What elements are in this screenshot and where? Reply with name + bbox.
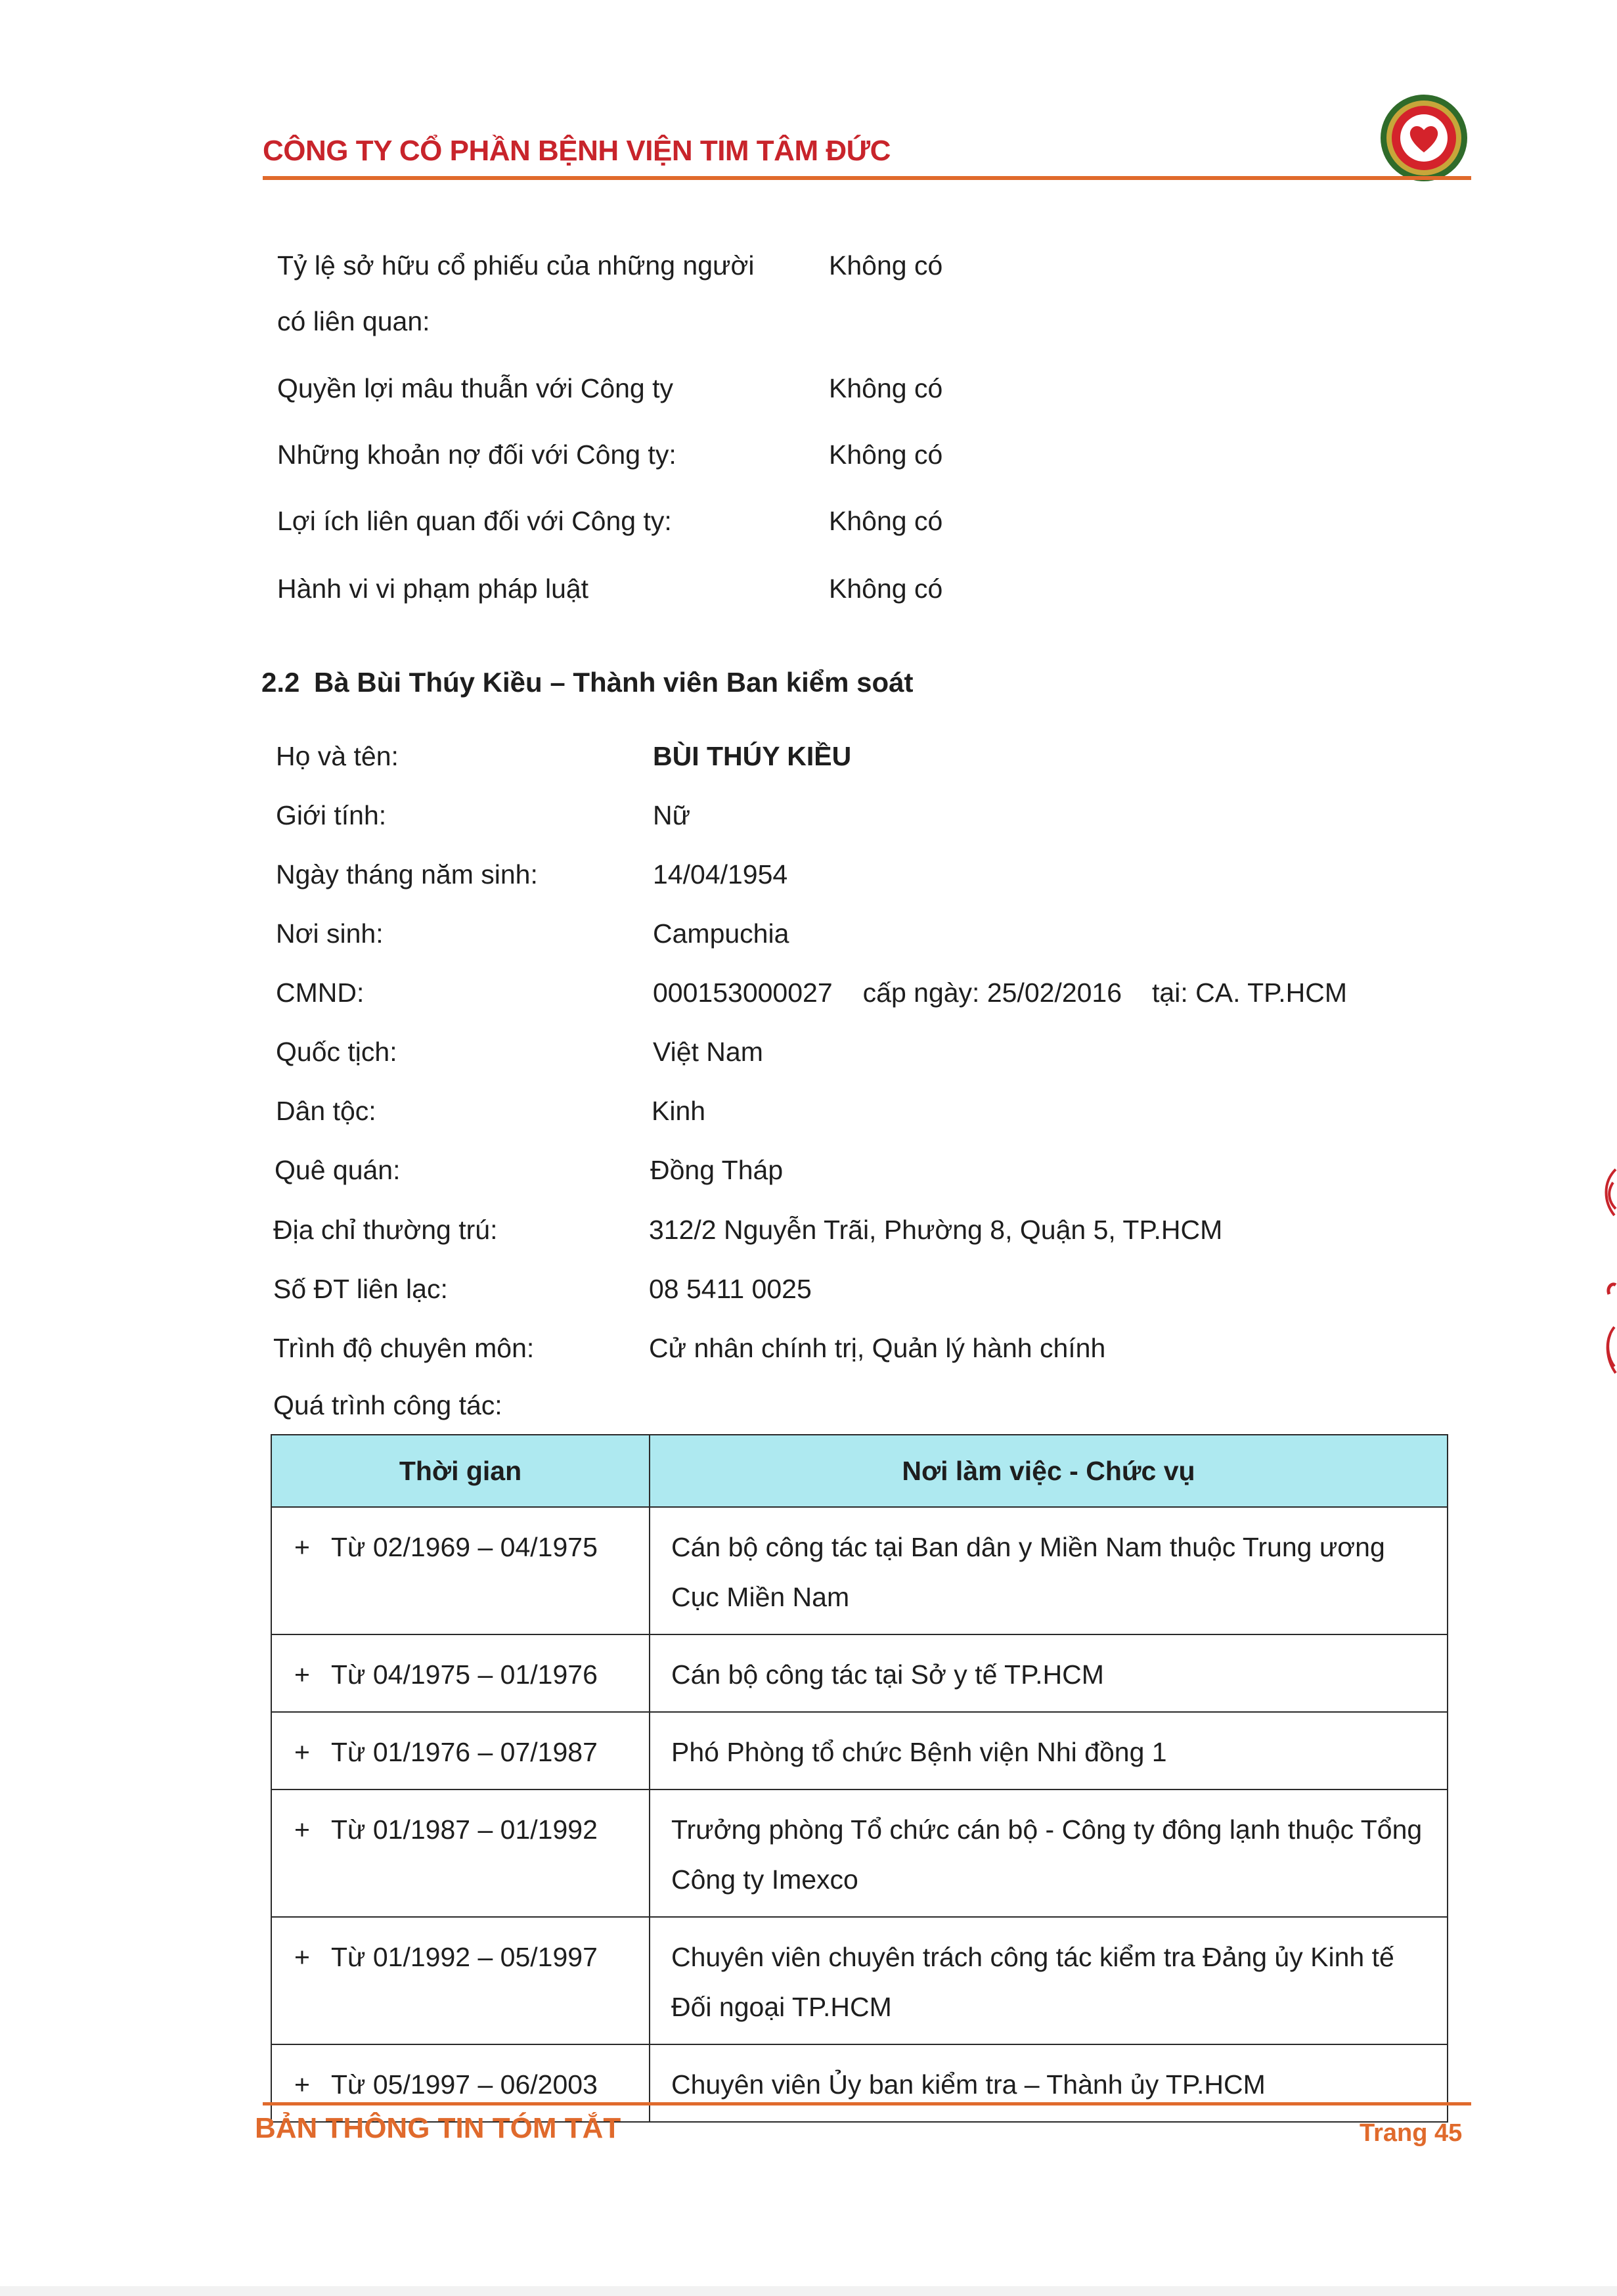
gender-value: Nữ [653,800,691,830]
table-row [271,1790,1448,1917]
table-row [271,1634,1448,1712]
prior-row-value: Không có [829,506,943,536]
table-row [271,1917,1448,2044]
period-text: Từ 01/1976 – 07/1987 [331,1737,598,1767]
table-row [271,1507,1448,1634]
ethnicity-value: Kinh [652,1096,706,1126]
seal-fragment-icon [1589,1163,1617,1380]
id-number: 000153000027 [653,978,833,1008]
footer-rule [263,2102,1471,2105]
section-number: 2.2 [261,667,300,698]
nationality-label: Quốc tịch: [276,1037,397,1067]
bullet: + [294,2069,310,2100]
period-text: Từ 04/1975 – 01/1976 [331,1659,598,1690]
document-title: BẢN THÔNG TIN TÓM TẮT [255,2112,621,2144]
company-name: CÔNG TY CỔ PHẦN BỆNH VIỆN TIM TÂM ĐỨC [263,135,891,167]
prior-row-value: Không có [829,373,943,403]
name-value: BÙI THÚY KIỀU [653,741,852,771]
career-label: Quá trình công tác: [273,1390,502,1420]
column-header-period: Thời gian [271,1435,650,1507]
dob-value: 14/04/1954 [653,859,788,889]
phone-value: 08 5411 0025 [649,1274,812,1304]
prior-row-label: Lợi ích liên quan đối với Công ty: [277,506,672,536]
prior-row-value: Không có [829,439,943,470]
period-text: Từ 01/1992 – 05/1997 [331,1942,598,1972]
period-cell [271,1634,650,1712]
table-row [271,1712,1448,1790]
prior-row-value: Không có [829,250,943,281]
ethnicity-label: Dân tộc: [276,1096,376,1126]
address-value: 312/2 Nguyễn Trãi, Phường 8, Quận 5, TP.HCM [649,1215,1223,1245]
period-text: Từ 01/1987 – 01/1992 [331,1814,598,1845]
period-cell [271,2044,650,2122]
hometown-label: Quê quán: [275,1155,401,1185]
education-label: Trình độ chuyên môn: [273,1333,535,1363]
work-history-table [271,1434,1448,2123]
id-label: CMND: [276,978,365,1008]
prior-row-label-cont: có liên quan: [277,306,430,336]
prior-row-label: Hành vi vi phạm pháp luật [277,574,589,604]
bullet: + [294,1532,310,1562]
scan-edge [0,2286,1617,2296]
prior-row-value: Không có [829,574,943,604]
period-cell [271,1712,650,1790]
section-heading [261,667,914,698]
gender-label: Giới tính: [276,800,387,830]
table-row [271,2044,1448,2122]
place-cell: Cán bộ công tác tại Ban dân y Miền Nam thuộc Trung ương Cục Miền Nam [650,1507,1448,1634]
period-text: Từ 02/1969 – 04/1975 [331,1532,598,1562]
prior-row-label: Những khoản nợ đối với Công ty: [277,439,676,470]
education-value: Cử nhân chính trị, Quản lý hành chính [649,1333,1106,1363]
page-number: Trang 45 [1360,2119,1463,2147]
prior-row-label: Tỷ lệ sở hữu cổ phiếu của những người [277,250,755,281]
phone-label: Số ĐT liên lạc: [273,1274,448,1304]
birthplace-label: Nơi sinh: [276,918,384,949]
id-value [653,978,1347,1008]
hometown-value: Đồng Tháp [650,1155,784,1185]
bullet: + [294,1942,310,1972]
address-label: Địa chỉ thường trú: [273,1215,498,1245]
place-cell: Chuyên viên Ủy ban kiểm tra – Thành ủy TP.HCM [650,2044,1448,2122]
id-issued-place: tại: CA. TP.HCM [1152,978,1347,1008]
heart-logo-icon [1378,92,1470,184]
period-cell [271,1507,650,1634]
nationality-value: Việt Nam [653,1037,763,1067]
period-cell [271,1917,650,2044]
place-cell: Phó Phòng tổ chức Bệnh viện Nhi đồng 1 [650,1712,1448,1790]
place-cell: Cán bộ công tác tại Sở y tế TP.HCM [650,1634,1448,1712]
bullet: + [294,1737,310,1767]
section-title: Bà Bùi Thúy Kiều – Thành viên Ban kiểm soát [314,667,914,698]
table-header-row [271,1435,1448,1507]
place-cell: Chuyên viên chuyên trách công tác kiểm tra Đảng ủy Kinh tế Đối ngoại TP.HCM [650,1917,1448,2044]
period-cell [271,1790,650,1917]
period-text: Từ 05/1997 – 06/2003 [331,2069,598,2100]
place-cell: Trưởng phòng Tổ chức cán bộ - Công ty đông lạnh thuộc Tổng Công ty Imexco [650,1790,1448,1917]
id-issued-date: cấp ngày: 25/02/2016 [862,978,1122,1008]
prior-row-label: Quyền lợi mâu thuẫn với Công ty [277,373,674,403]
dob-label: Ngày tháng năm sinh: [276,859,538,889]
birthplace-value: Campuchia [653,918,789,949]
bullet: + [294,1814,310,1845]
column-header-place: Nơi làm việc - Chức vụ [650,1435,1448,1507]
name-label: Họ và tên: [276,741,399,771]
bullet: + [294,1659,310,1690]
header-rule [263,176,1471,180]
